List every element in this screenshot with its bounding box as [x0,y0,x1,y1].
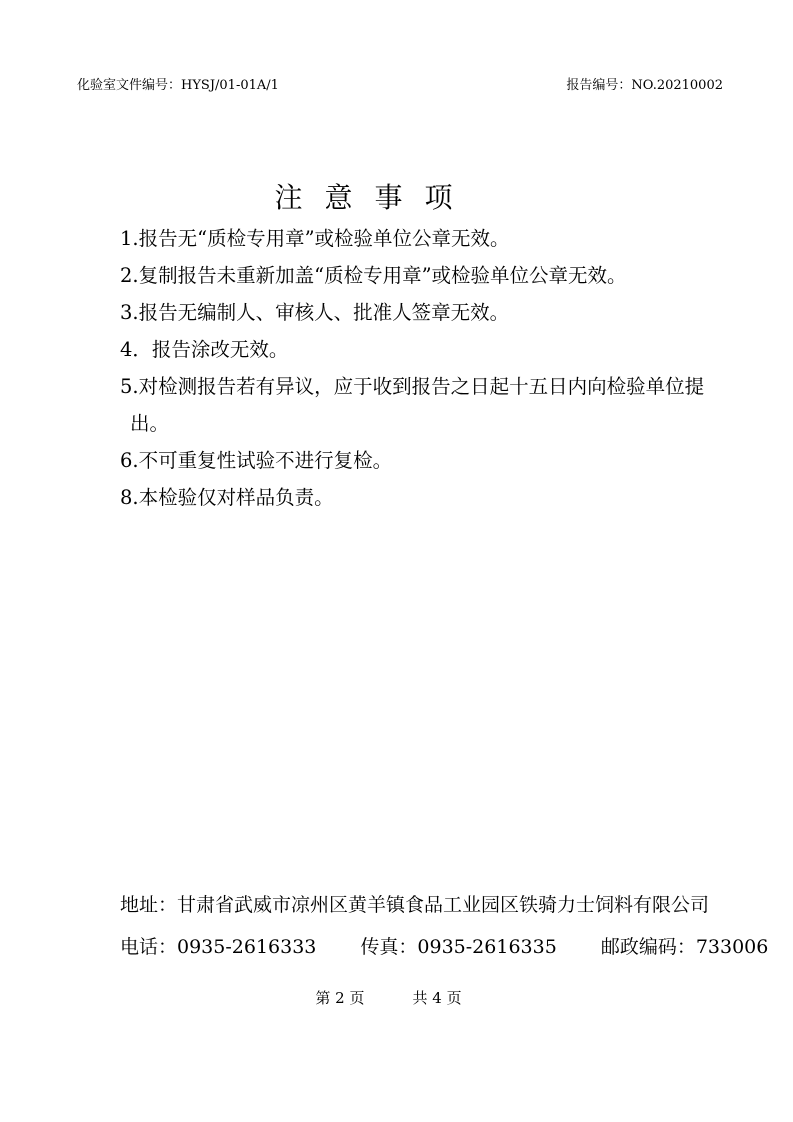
notice-item-6: 6.不可重复性试验不进行复检。 [120,449,393,472]
address: 地址：甘肃省武威市凉州区黄羊镇食品工业园区铁骑力士饲料有限公司 [120,894,710,916]
page-title: 注意事项 [274,181,475,214]
notice-item-5: 5.对检测报告若有异议，应于收到报告之日起十五日内向检验单位提 [120,375,705,398]
fax: 传真：0935-2616335 [360,936,557,958]
notice-item-1: 1.报告无“质检专用章”或检验单位公章无效。 [120,227,510,250]
notice-item-4: 4．报告涂改无效。 [120,338,289,361]
notice-item-8: 8.本检验仅对样品负责。 [120,486,334,509]
page-total: 共 4 页 [412,989,462,1007]
page-footer [0,987,785,1008]
notice-item-5-cont-text: 出。 [130,412,170,435]
notice-list [120,220,760,516]
report-number: 报告编号：NO.20210002 [566,78,723,93]
notice-item-5-continued [120,405,760,442]
page-number: 第 2 页 [315,989,365,1007]
phone: 电话：0935-2616333 [120,936,317,958]
file-number: 化验室文件编号：HYSJ/01-01A/1 [77,78,279,93]
notice-item-3: 3.报告无编制人、审核人、批准人签章无效。 [120,301,510,324]
notice-item-2: 2.复制报告未重新加盖“质检专用章”或检验单位公章无效。 [120,264,627,287]
postcode: 邮政编码：733006 [600,936,769,958]
contact-line [120,932,768,959]
